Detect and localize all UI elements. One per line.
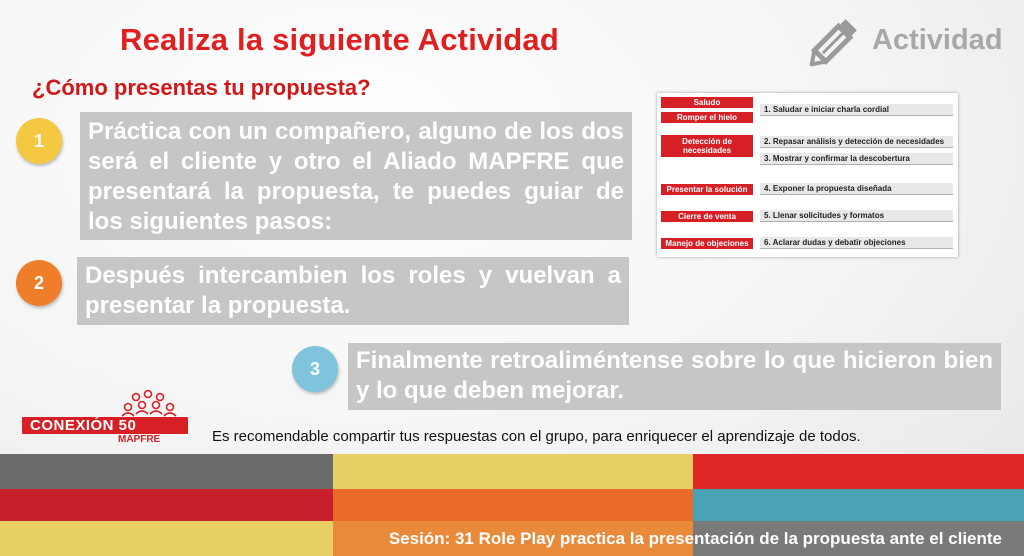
band-gray (0, 454, 333, 489)
band-red (693, 454, 1024, 489)
stage-romper-hielo: Romper el hielo (661, 112, 753, 123)
page-title: Realiza la siguiente Actividad (120, 22, 559, 57)
band-yellow (333, 454, 693, 489)
stage-deteccion: Detección de necesidades (661, 135, 753, 157)
session-footer (0, 521, 1024, 556)
logo-text: CONEXIÓN 50 (30, 417, 137, 434)
action-4: 4. Exponer la propuesta diseñada (760, 183, 953, 195)
pencil-icon (806, 12, 864, 70)
question-heading: ¿Cómo presentas tu propuesta? (32, 75, 371, 100)
stage-presentar: Presentar la solución (661, 184, 753, 195)
action-1: 1. Saludar e iniciar charla cordial (760, 104, 953, 116)
stage-objeciones: Manejo de objeciones (661, 238, 753, 249)
recommendation-note: Es recomendable compartir tus respuestas con el grupo, para enriquecer el aprendizaje de todos. (212, 428, 861, 445)
action-3: 3. Mostrar y confirmar la descobertura (760, 153, 953, 165)
band-orange (333, 489, 693, 524)
band-teal (693, 489, 1024, 524)
action-5: 5. Llenar solicitudes y formatos (760, 210, 953, 222)
step-2-badge: 2 (16, 260, 62, 306)
step-1-text: Práctica con un compañero, alguno de los dos será el cliente y otro el Aliado MAPFRE que presentará la propuesta, te puedes guiar de los siguientes pasos: (80, 112, 632, 240)
session-title: Sesión: 31 Role Play practica la presentación de la propuesta ante el cliente (388, 529, 1002, 548)
action-6: 6. Aclarar dudas y debatir objeciones (760, 237, 953, 249)
sales-steps-diagram (657, 93, 958, 257)
band-darkred (0, 489, 333, 524)
step-1-badge: 1 (16, 118, 62, 164)
stage-saludo: Saludo (661, 97, 753, 108)
activity-label: Actividad (872, 24, 1003, 56)
step-3-badge: 3 (292, 346, 338, 392)
logo-brand: MAPFRE (118, 434, 161, 445)
step-3-text: Finalmente retroaliméntense sobre lo que hicieron bien y lo que deben mejorar. (348, 343, 1001, 410)
step-2-text: Después intercambien los roles y vuelvan a presentar la propuesta. (77, 257, 629, 325)
stage-cierre: Cierre de venta (661, 211, 753, 222)
conexion-50-logo (22, 388, 190, 446)
action-2: 2. Repasar análisis y detección de necesidades (760, 136, 953, 148)
